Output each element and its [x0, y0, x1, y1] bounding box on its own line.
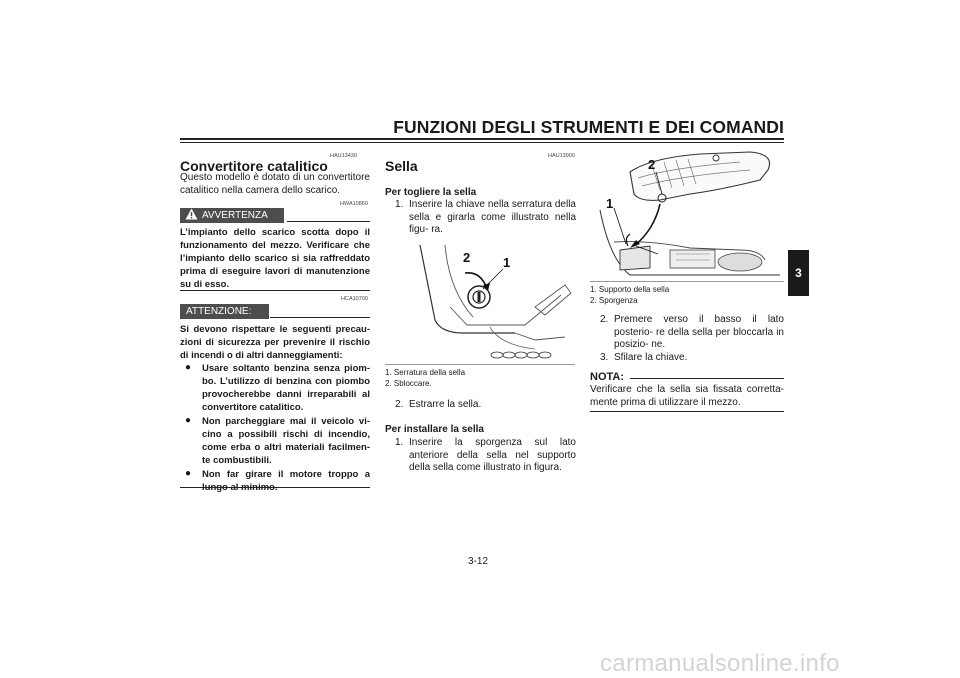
bullet-icon: ●	[185, 415, 192, 426]
warning-code: HWA10860	[340, 201, 368, 207]
bullet-text: Usare soltanto benzina senza piom- bo. L’utilizzo di benzina con piombo provocherebbe danni irreparabili al convertitore catalitico.	[202, 363, 370, 413]
install-step-1: Inserire la sporgenza sul lato anteriore della sella nel supporto della sella come illustrato in figura.	[409, 437, 576, 474]
warning-label: AVVERTENZA	[202, 210, 268, 221]
watermark-text: carmanualsonline.info	[600, 650, 840, 677]
bullet-text: Non far girare il motore troppo a	[202, 469, 370, 480]
page-header-title: FUNZIONI DEGLI STRUMENTI E DEI COMANDI	[393, 117, 784, 137]
header-rule-thin	[180, 142, 784, 143]
step-number: 2.	[395, 399, 404, 410]
section-tab: 3	[788, 250, 809, 296]
remove-heading: Per togliere la sella	[385, 187, 477, 198]
caption-text: Serratura della sella	[393, 368, 466, 377]
caption-number: 1.	[385, 368, 392, 377]
caution-code: HCA10700	[341, 296, 368, 302]
caption-rule	[385, 364, 575, 365]
bullet-item	[180, 362, 370, 414]
bullet-item	[180, 468, 370, 494]
warning-text: L’impianto dello scarico scotta dopo il funzionamento del mezzo. Verificare che l’impianto dello scarico si sia raffreddato prima di eseguire lavori di manutenzione su di esso.	[180, 227, 370, 290]
caption-item	[385, 378, 432, 389]
seat-lock-illustration	[385, 245, 575, 360]
step-number: 1.	[395, 199, 404, 210]
figure-label-2: 2	[463, 250, 471, 265]
step-number: 1.	[395, 437, 404, 448]
note-label: NOTA:	[590, 371, 625, 383]
install-heading: Per installare la sella	[385, 424, 484, 435]
seat-support-illustration	[590, 150, 784, 280]
bullet-icon: ●	[185, 468, 192, 479]
warning-badge	[180, 208, 284, 223]
caption-text: Sbloccare.	[393, 379, 432, 388]
step-number: 2.	[600, 314, 609, 325]
section-title-seat: Sella	[385, 158, 418, 174]
bullet-icon: ●	[185, 362, 192, 373]
remove-step-1: Inserire la chiave nella serratura della sella e girarla come illustrato nella figu- ra.	[409, 199, 576, 236]
caption-item	[590, 295, 638, 306]
note-end-rule	[590, 411, 784, 412]
note-rule	[630, 378, 784, 379]
caption-rule	[590, 281, 784, 282]
bullet-text: Non parcheggiare mai il veicolo vi- cino a possibili rischi di incendio, come erba o altri materiali facilmen- te combustibili.	[202, 416, 370, 466]
section-code: HAU13900	[548, 153, 575, 159]
caption-item	[590, 284, 669, 295]
caution-rule	[270, 317, 370, 318]
caution-bullet-list	[180, 362, 370, 494]
warning-triangle-icon	[180, 208, 202, 223]
caution-end-rule	[180, 487, 370, 488]
figure-label-2: 2	[648, 157, 656, 172]
page-number: 3-12	[468, 556, 489, 567]
catalytic-intro: Questo modello è dotato di un convertitore catalitico nella camera dello scarico.	[180, 172, 370, 196]
caption-number: 2.	[385, 379, 392, 388]
step-number: 3.	[600, 352, 609, 363]
warning-rule	[287, 221, 370, 222]
section-title-catalytic: Convertitore catalitico	[180, 158, 328, 174]
warning-end-rule	[180, 290, 370, 291]
figure-label-1: 1	[606, 196, 614, 211]
caption-number: 2.	[590, 296, 597, 305]
install-step-3: Sfilare la chiave.	[614, 352, 688, 363]
remove-step-2: Estrarre la sella.	[409, 399, 482, 410]
header-rule	[180, 138, 784, 140]
caption-item	[385, 367, 465, 378]
bullet-item	[180, 415, 370, 467]
figure-label-1: 1	[503, 255, 511, 270]
caption-number: 1.	[590, 285, 597, 294]
caption-text: Supporto della sella	[598, 285, 670, 294]
install-step-2: Premere verso il basso il lato posterio- re della sella per bloccarla in posizio- ne.	[614, 314, 784, 351]
caption-text: Sporgenza	[598, 296, 638, 305]
note-text: Verificare che la sella sia fissata corretta- mente prima di utilizzare il mezzo.	[590, 384, 784, 408]
section-code: HAU13430	[330, 153, 357, 159]
caution-badge: ATTENZIONE:	[180, 304, 269, 319]
caution-text: Si devono rispettare le seguenti precau- zioni di sicurezza per prevenire il rischio di incendi o di altri danneggiamenti:	[180, 324, 370, 361]
